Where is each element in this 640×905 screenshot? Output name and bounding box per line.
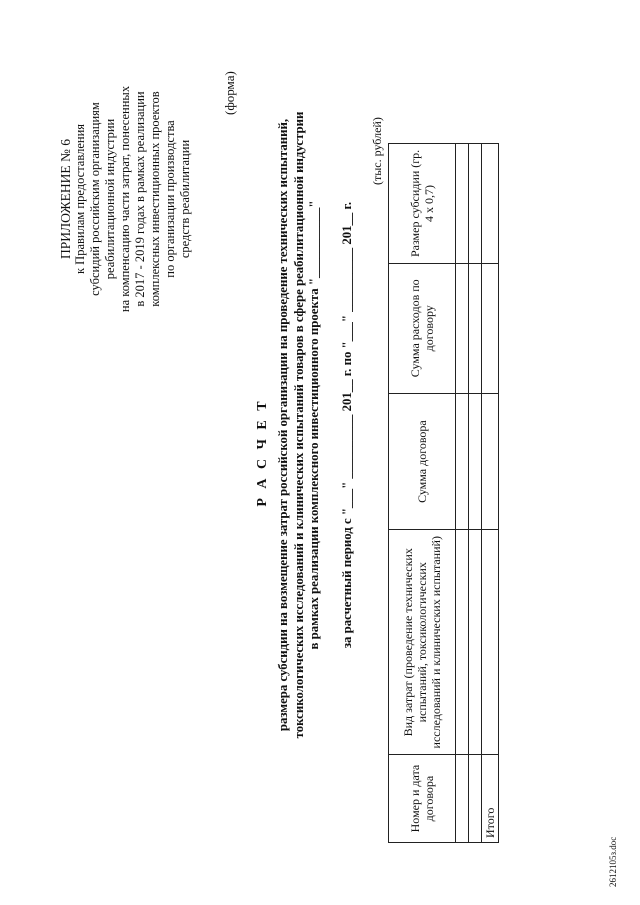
- table-cell: [469, 144, 482, 264]
- table-header-row: [389, 144, 456, 843]
- document-heading: [276, 75, 323, 775]
- appendix-block: [58, 49, 193, 349]
- period-line: за расчетный период с "___" __________ 201__ г. по "___" __________ 201__ г.: [340, 201, 354, 649]
- table-cell: [456, 755, 469, 843]
- table-cell: [456, 263, 469, 393]
- table-cell: [469, 263, 482, 393]
- column-header-contract-number: Номер и дата договора: [389, 755, 456, 843]
- document-title: Р А С Ч Е Т: [255, 398, 270, 507]
- form-label: (форма): [222, 71, 237, 115]
- appendix-line: на компенсацию части затрат, понесенных: [118, 85, 132, 313]
- appendix-line: по организации производства: [163, 120, 177, 278]
- table-cell: [456, 530, 469, 755]
- column-header-expense-sum: Сумма расходов по договору: [389, 263, 456, 393]
- appendix-line: в 2017 - 2019 годах в рамках реализации: [133, 91, 147, 307]
- table-cell: [456, 393, 469, 530]
- table-cell: [482, 144, 499, 264]
- appendix-line: реабилитационной индустрии: [103, 118, 117, 280]
- column-header-expense-type: Вид затрат (проведение технических испытаний, токсикологических исследований и клинических испытаний): [389, 530, 456, 755]
- table-cell: [469, 530, 482, 755]
- column-header-contract-sum: Сумма договора: [389, 393, 456, 530]
- heading-line: в рамках реализации комплексного инвестиционного проекта "___________": [307, 200, 321, 650]
- table-row: [456, 144, 469, 843]
- column-header-subsidy-amount: Размер субсидии (гр. 4 х 0,7): [389, 144, 456, 264]
- appendix-line: комплексных инвестиционных проектов: [148, 91, 162, 307]
- table-cell: [482, 263, 499, 393]
- table-row: [469, 144, 482, 843]
- appendix-line: к Правилам предоставления: [73, 123, 87, 275]
- total-label: Итого: [482, 755, 499, 843]
- heading-line: токсикологических исследований и клинических испытаний товаров в сфере реабилитационной индустрии: [291, 111, 306, 739]
- appendix-line: средств реабилитации: [178, 139, 192, 259]
- table-cell: [456, 144, 469, 264]
- heading-line: размера субсидии на возмещение затрат российской организации на проведение технических испытаний,: [276, 118, 290, 732]
- document-reference: 2612105з.doc: [608, 836, 618, 887]
- appendix-title: ПРИЛОЖЕНИЕ № 6: [58, 138, 73, 260]
- calculation-table: [388, 143, 499, 843]
- table-cell: [469, 755, 482, 843]
- table-cell: [482, 393, 499, 530]
- appendix-line: субсидий российским организациям: [88, 102, 102, 296]
- table-cell: [469, 393, 482, 530]
- table-cell: [482, 530, 499, 755]
- total-row: [482, 144, 499, 843]
- units-label: (тыс. рублей): [370, 117, 384, 185]
